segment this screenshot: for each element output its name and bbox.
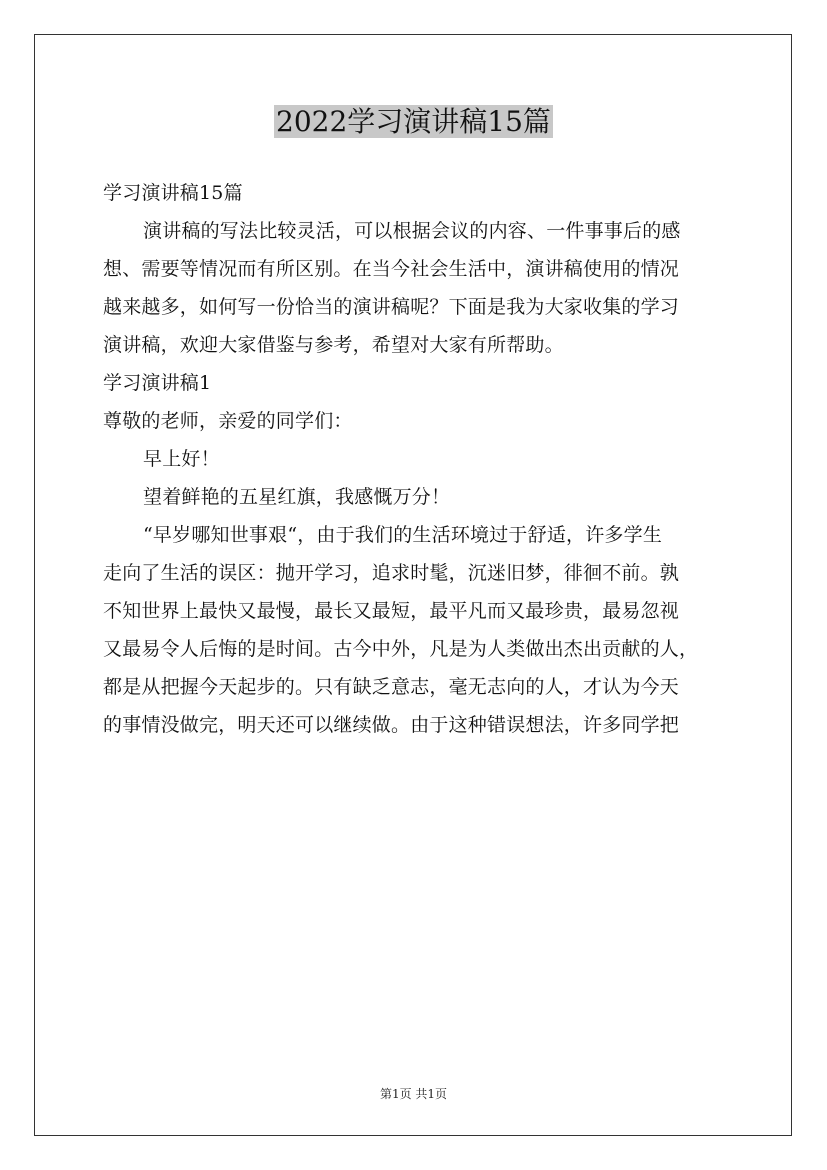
body-line-6: 的事情没做完，明天还可以继续做。由于这种错误想法，许多同学把 xyxy=(103,714,680,736)
body-line-2: 走向了生活的误区：抛开学习，追求时髦，沉迷旧梦，徘徊不前。孰 xyxy=(103,562,680,584)
document-title-text: 2022学习演讲稿15篇 xyxy=(276,105,551,138)
intro-line-1: 演讲稿的写法比较灵活，可以根据会议的内容、一件事事后的感 xyxy=(143,220,681,242)
body-line-1: “早岁哪知世事艰“，由于我们的生活环境过于舒适，许多学生 xyxy=(143,524,663,546)
body-line-5: 都是从把握今天起步的。只有缺乏意志，毫无志向的人，才认为今天 xyxy=(103,676,680,698)
document-body xyxy=(103,174,735,744)
section-heading: 学习演讲稿1 xyxy=(103,372,212,394)
page-footer: 第1页 共1页 xyxy=(379,1087,448,1101)
body-line-4: 又最易令人后悔的是时间。古今中外，凡是为人类做出杰出贡献的人， xyxy=(103,638,699,660)
subtitle: 学习演讲稿15篇 xyxy=(103,182,243,204)
paragraph-1: 望着鲜艳的五星红旗，我感慨万分！ xyxy=(143,486,451,508)
body-line-3: 不知世界上最快又最慢，最长又最短，最平凡而又最珍贵，最易忽视 xyxy=(103,600,680,622)
intro-line-2: 想、需要等情况而有所区别。在当今社会生活中，演讲稿使用的情况 xyxy=(103,258,680,280)
greeting: 早上好！ xyxy=(143,448,220,470)
intro-line-3: 越来越多，如何写一份恰当的演讲稿呢？下面是我为大家收集的学习 xyxy=(103,296,680,318)
document-title xyxy=(0,104,827,140)
salutation: 尊敬的老师，亲爱的同学们： xyxy=(103,410,353,432)
intro-line-4: 演讲稿，欢迎大家借鉴与参考，希望对大家有所帮助。 xyxy=(103,334,564,356)
